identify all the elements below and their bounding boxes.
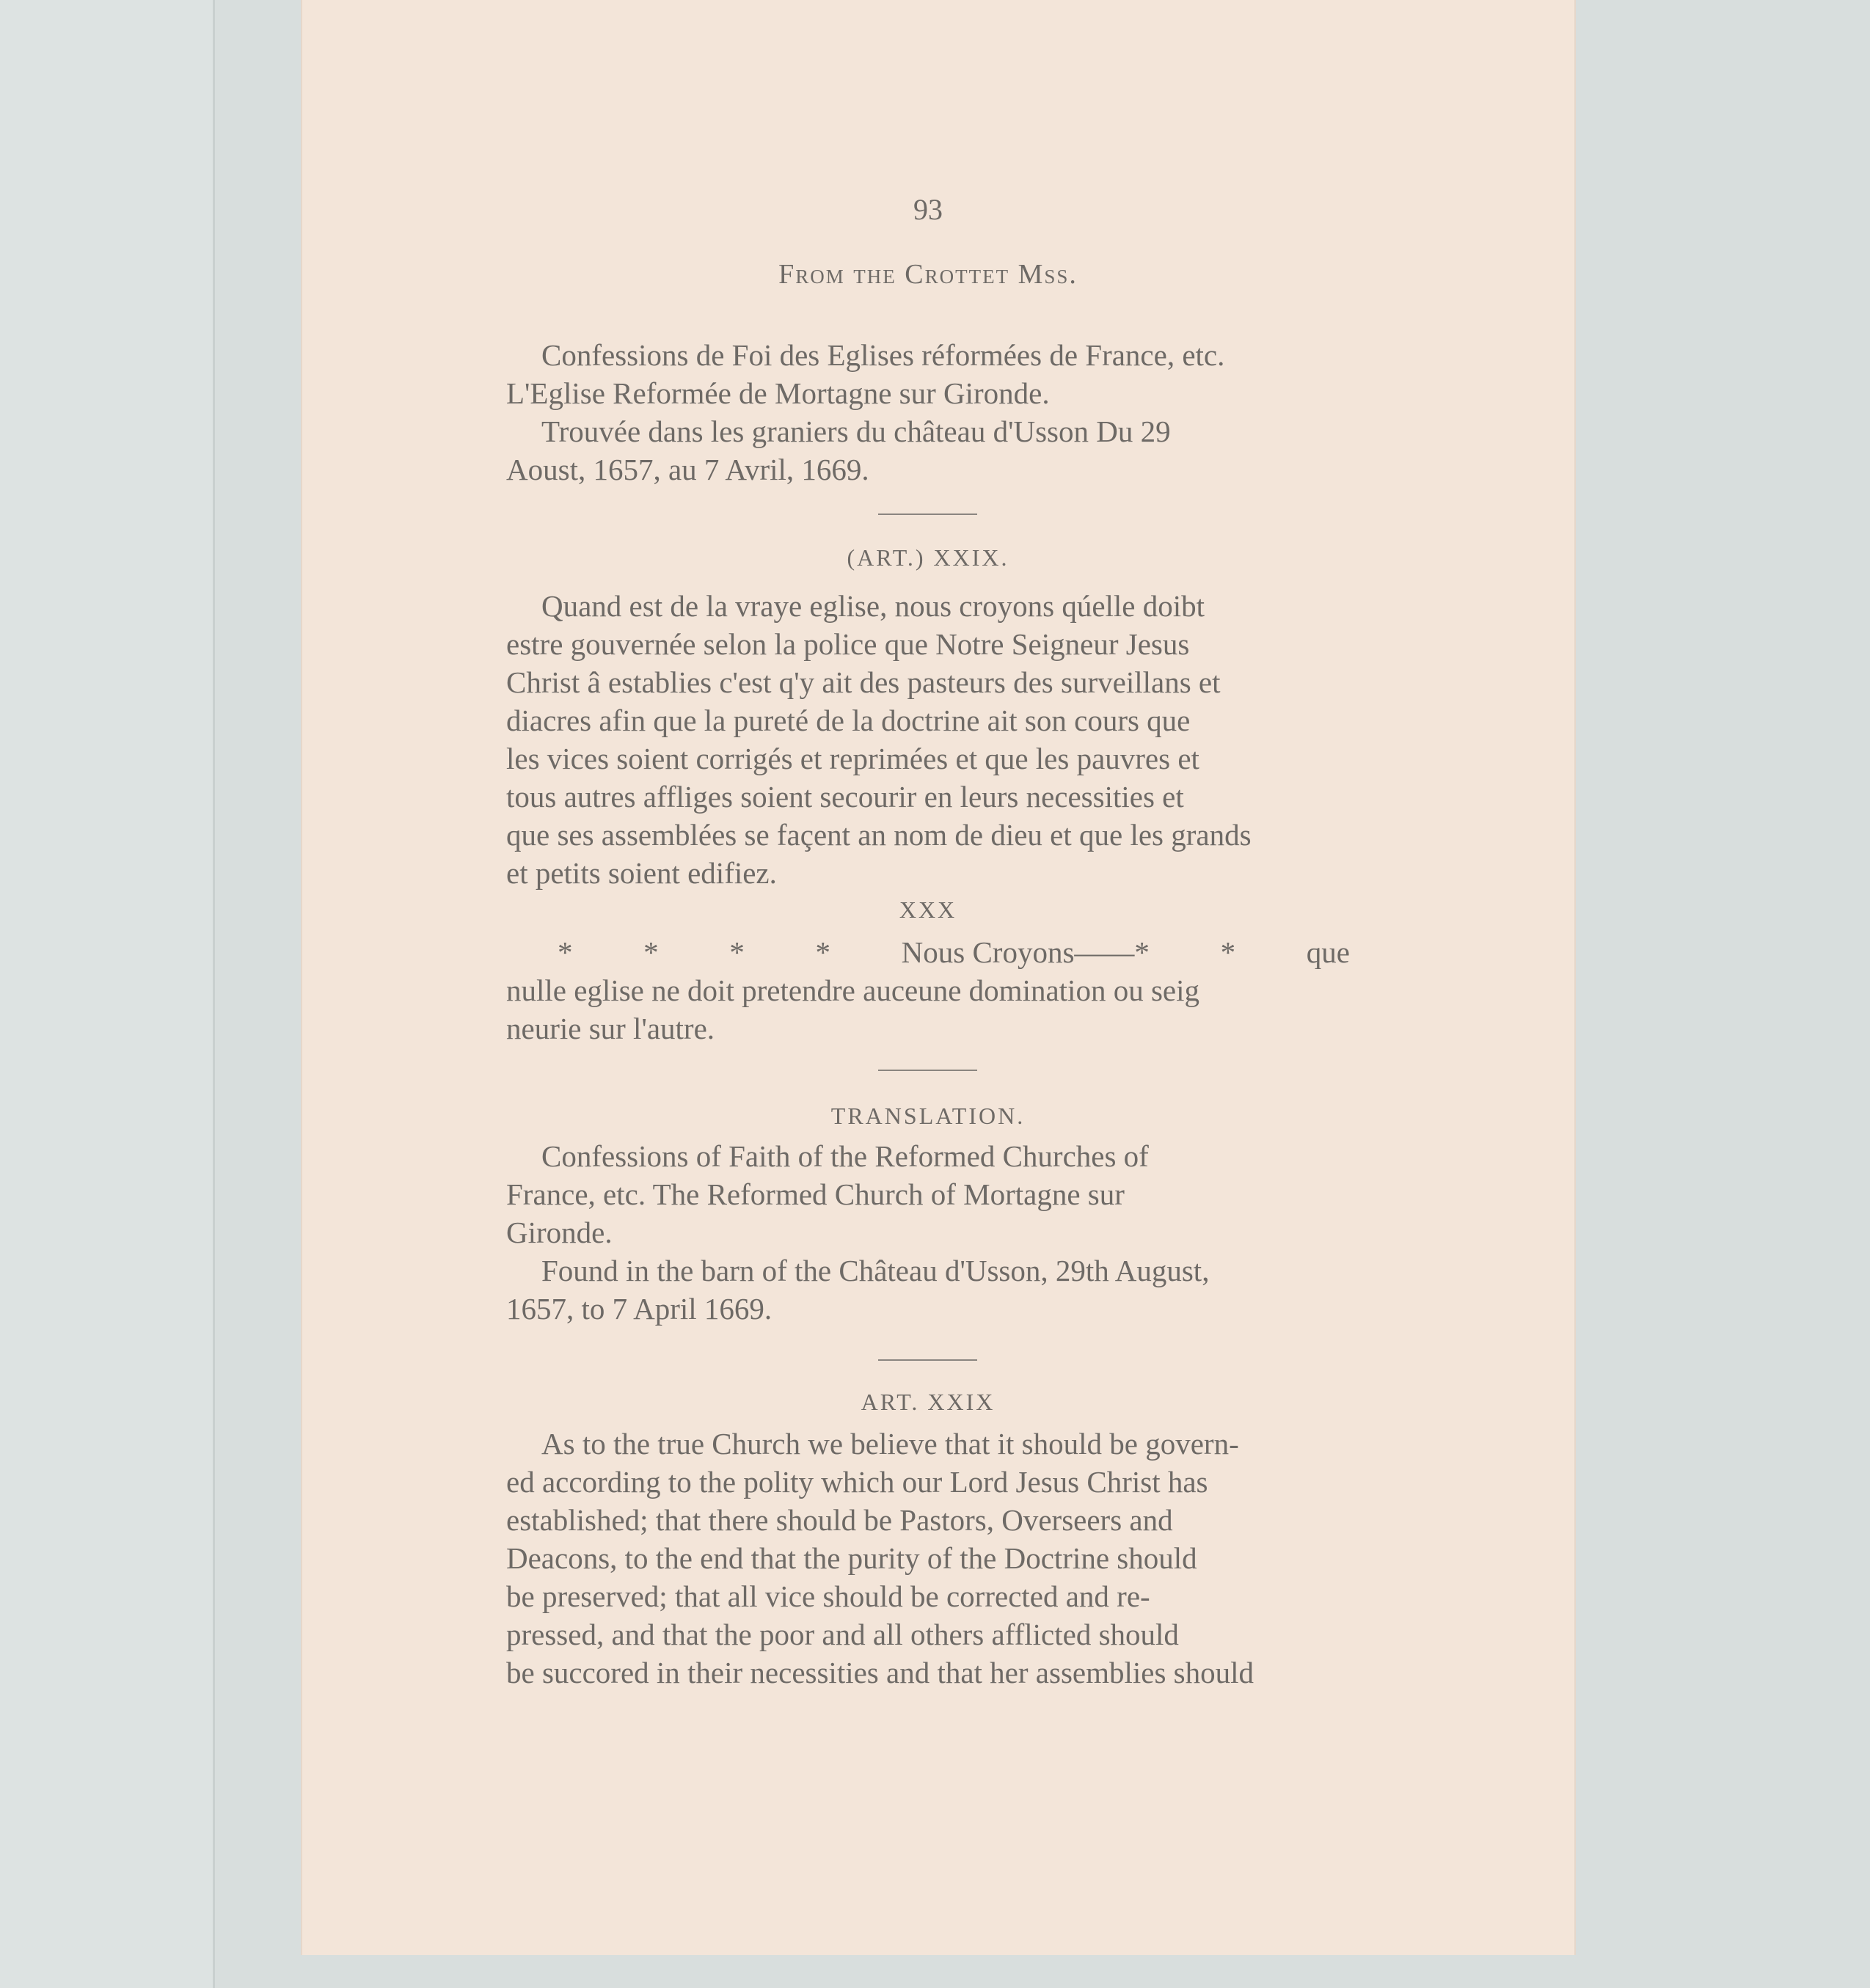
translation-intro-line-2: France, etc. The Reformed Church of Mortagne sur bbox=[506, 1177, 1125, 1211]
translation-found-line-1: Found in the barn of the Château d'Usson, 29th August, bbox=[541, 1254, 1210, 1287]
translation-found-line-2: 1657, to 7 April 1669. bbox=[506, 1292, 773, 1326]
que-word: que bbox=[1306, 935, 1350, 969]
french-intro-line-2: L'Eglise Reformée de Mortagne sur Gironde. bbox=[506, 376, 1050, 410]
french-article-line: que ses assemblées se façent an nom de dieu et que les grands bbox=[506, 818, 1252, 852]
translation-intro-line-1: Confessions of Faith of the Reformed Churches of bbox=[541, 1139, 1149, 1173]
french-article-line: Christ â establies c'est q'y ait des pasteurs des surveillans et bbox=[506, 665, 1221, 699]
french-article-line: Quand est de la vraye eglise, nous croyons qúelle doibt bbox=[541, 589, 1205, 623]
translation-heading: TRANSLATION. bbox=[830, 1103, 1026, 1129]
french-article-line: et petits soient edifiez. bbox=[506, 856, 777, 890]
nous-croyons-text: Nous Croyons——* bbox=[901, 935, 1150, 969]
book-page bbox=[301, 0, 1576, 1955]
translation-article-line: ed according to the polity which our Lord Jesus Christ has bbox=[506, 1465, 1208, 1499]
french-intro-line-1: Confessions de Foi des Eglises réformées de France, etc. bbox=[541, 338, 1225, 372]
asterisk: * bbox=[643, 935, 659, 969]
french-found-line-2: Aoust, 1657, au 7 Avril, 1669. bbox=[506, 453, 869, 486]
translation-intro-line-3: Gironde. bbox=[506, 1216, 613, 1249]
translation-article-heading: ART. XXIX bbox=[861, 1389, 996, 1415]
french-found-line-1: Trouvée dans les graniers du château d'Usson Du 29 bbox=[541, 414, 1171, 448]
french-xxx-line-3: neurie sur l'autre. bbox=[506, 1012, 715, 1045]
section-divider bbox=[878, 1359, 977, 1361]
french-xxx-stars-line bbox=[506, 933, 1350, 971]
french-article-line: tous autres affliges soient secourir en leurs necessities et bbox=[506, 780, 1184, 814]
section-divider bbox=[878, 1070, 977, 1071]
translation-article-line: As to the true Church we believe that it should be govern- bbox=[541, 1427, 1239, 1461]
asterisk: * bbox=[815, 935, 830, 969]
translation-article-text bbox=[506, 1425, 1350, 1692]
asterisk: * bbox=[729, 935, 745, 969]
french-article-line: estre gouvernée selon la police que Notre Seigneur Jesus bbox=[506, 627, 1190, 661]
translation-article-line: be preserved; that all vice should be corrected and re- bbox=[506, 1579, 1150, 1613]
page-title: From the Crottet Mss. bbox=[778, 259, 1078, 290]
french-article-text bbox=[506, 587, 1350, 892]
translation-article-line: established; that there should be Pastors, Overseers and bbox=[506, 1503, 1173, 1537]
french-xxx-text bbox=[506, 971, 1350, 1048]
translation-article-line: Deacons, to the end that the purity of the Doctrine should bbox=[506, 1541, 1197, 1575]
translation-intro bbox=[506, 1137, 1350, 1251]
french-xxx-line-2: nulle eglise ne doit pretendre auceune domination ou seig bbox=[506, 973, 1199, 1007]
translation-article-line: be succored in their necessities and that her assemblies should bbox=[506, 1656, 1254, 1689]
french-article-heading: (ART.) XXIX. bbox=[847, 544, 1009, 571]
french-article-line: les vices soient corrigés et reprimées et que les pauvres et bbox=[506, 742, 1199, 775]
asterisk: * bbox=[558, 935, 573, 969]
scan-background-strip bbox=[0, 0, 215, 1988]
translation-article-line: pressed, and that the poor and all others afflicted should bbox=[506, 1618, 1179, 1651]
section-divider bbox=[878, 514, 977, 515]
translation-found bbox=[506, 1251, 1350, 1328]
french-article-line: diacres afin que la pureté de la doctrine ait son cours que bbox=[506, 704, 1191, 737]
french-xxx-heading: XXX bbox=[899, 896, 957, 923]
french-intro bbox=[506, 336, 1350, 412]
page-number: 93 bbox=[913, 193, 943, 226]
asterisk: * bbox=[1220, 935, 1236, 969]
french-found bbox=[506, 412, 1350, 489]
